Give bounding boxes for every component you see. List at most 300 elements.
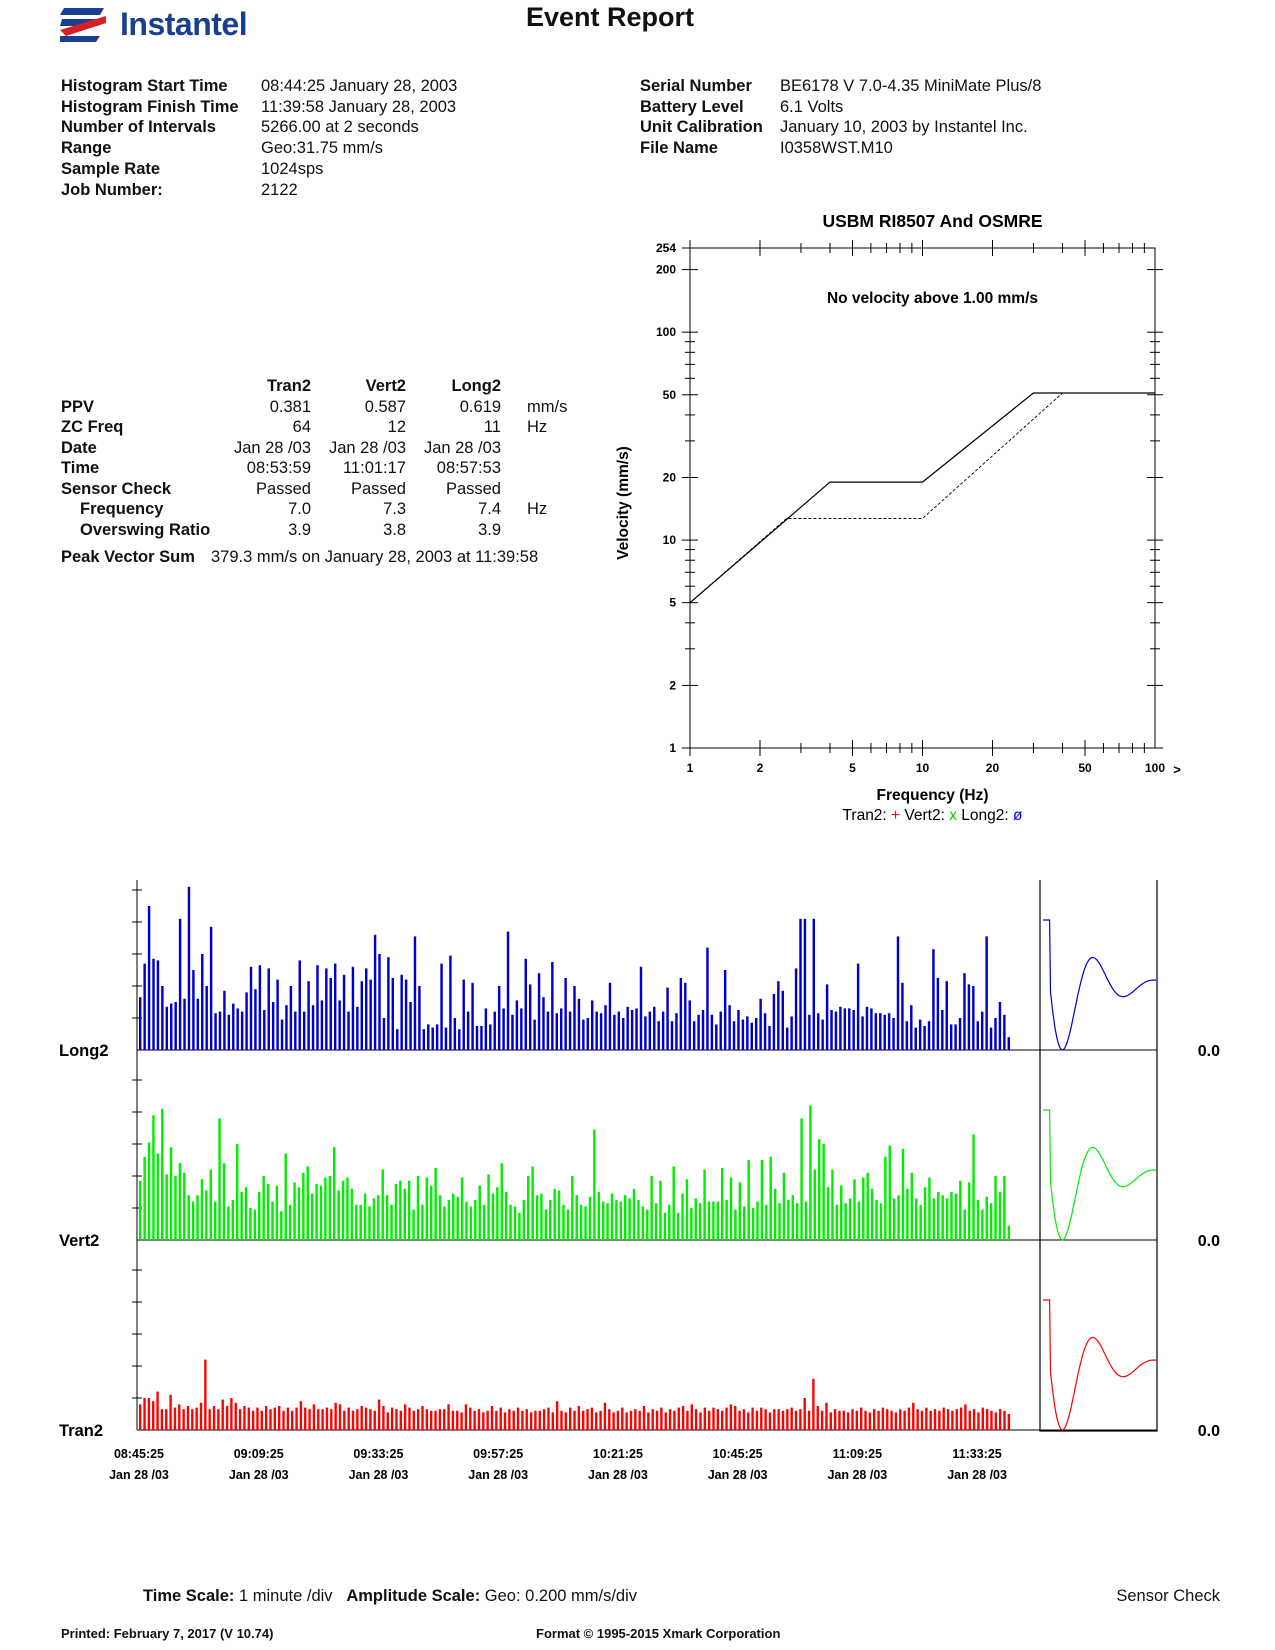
y-tick-label: 100 xyxy=(655,325,676,340)
histogram-bar xyxy=(977,1021,979,1050)
histogram-bar xyxy=(148,1142,150,1240)
histogram-bar xyxy=(659,1181,661,1240)
plot-frame xyxy=(690,248,1155,748)
histogram-bar xyxy=(252,1411,254,1430)
histogram-bar xyxy=(986,1409,988,1430)
y-tick-label: 50 xyxy=(662,387,676,402)
histogram-bar xyxy=(990,1203,992,1240)
histogram-bar xyxy=(691,1404,693,1430)
histogram-bar xyxy=(743,1409,745,1430)
histogram-bar xyxy=(666,988,668,1050)
histogram-bar xyxy=(752,1208,754,1240)
histogram-bar xyxy=(812,1379,814,1430)
histogram-bar xyxy=(396,1029,398,1050)
histogram-bar xyxy=(542,997,544,1050)
histogram-bar xyxy=(377,1195,379,1240)
histogram-bar xyxy=(684,983,686,1050)
histogram-bar xyxy=(808,1411,810,1430)
histogram-bar xyxy=(236,1008,238,1050)
histogram-bar xyxy=(712,1202,714,1240)
histogram-bar xyxy=(139,1181,141,1240)
histogram-bar xyxy=(919,1020,921,1050)
histogram-bar xyxy=(289,1205,291,1240)
histogram-bar xyxy=(861,1016,863,1050)
histogram-bar xyxy=(764,1013,766,1050)
histogram-bar xyxy=(617,1411,619,1430)
histogram-bar xyxy=(278,1406,280,1430)
histogram-bar xyxy=(174,1176,176,1240)
histogram-bar xyxy=(274,1408,276,1430)
histogram-bar xyxy=(946,981,948,1050)
histogram-bar xyxy=(516,1000,518,1050)
cell-value: 08:53:59 xyxy=(246,459,311,477)
histogram-bar xyxy=(431,1028,433,1050)
cell-value: 11:01:17 xyxy=(342,459,406,477)
histogram-bar xyxy=(342,1181,344,1240)
info-label: Battery Level xyxy=(640,97,744,116)
histogram-bar xyxy=(473,1411,475,1430)
histogram-bar xyxy=(751,1023,753,1050)
histogram-bar xyxy=(668,1205,670,1240)
histogram-bar xyxy=(387,1412,389,1430)
histogram-bar xyxy=(886,1409,888,1430)
histogram-bar xyxy=(476,1026,478,1050)
histogram-bar xyxy=(513,1411,515,1430)
histogram-bar xyxy=(529,984,531,1050)
histogram-bar xyxy=(240,1192,242,1240)
histogram-bar xyxy=(250,967,252,1050)
cell-value: 3.9 xyxy=(478,520,501,539)
histogram-bar xyxy=(864,1411,866,1430)
histogram-bar xyxy=(143,1157,145,1240)
histogram-bar xyxy=(514,1206,516,1240)
histogram-bar xyxy=(321,1000,323,1050)
histogram-bar xyxy=(790,1016,792,1050)
histogram-bar xyxy=(981,1012,983,1050)
histogram-bar xyxy=(285,1154,287,1240)
histogram-bar xyxy=(889,1146,891,1240)
histogram-bar xyxy=(595,1012,597,1050)
x-tick-date: Jan 28 /03 xyxy=(588,1468,648,1482)
histogram-bar xyxy=(232,1004,234,1050)
histogram-bar xyxy=(405,980,407,1050)
histogram-bar xyxy=(595,1412,597,1430)
histogram-bar xyxy=(509,1205,511,1240)
histogram-bar xyxy=(883,1015,885,1050)
histogram-bar xyxy=(418,986,420,1050)
histogram-bar xyxy=(492,1194,494,1240)
histogram-bar xyxy=(680,978,682,1050)
histogram-bar xyxy=(496,1187,498,1240)
histogram-bar xyxy=(799,1409,801,1430)
histogram-bar xyxy=(439,1195,441,1240)
histogram-bar xyxy=(487,1174,489,1240)
histogram-bar xyxy=(728,1005,730,1050)
histogram-bar xyxy=(347,1012,349,1050)
histogram-bar xyxy=(338,1000,340,1050)
histogram-bar xyxy=(721,1168,723,1240)
histogram-bar xyxy=(536,1195,538,1240)
histogram-bar xyxy=(374,935,376,1050)
histogram-bar xyxy=(307,981,309,1050)
histogram-bar xyxy=(427,1024,429,1050)
histogram-bar xyxy=(187,1406,189,1430)
histogram-bar xyxy=(365,968,367,1050)
histogram-bar xyxy=(915,1198,917,1240)
histogram-bar xyxy=(817,1406,819,1430)
histogram-bar xyxy=(686,1411,688,1430)
histogram-bar xyxy=(300,1401,302,1430)
histogram-bar xyxy=(413,1411,415,1430)
histogram-bar xyxy=(276,1186,278,1240)
histogram-bar xyxy=(223,1163,225,1240)
histogram-bar xyxy=(458,1029,460,1050)
histogram-bar xyxy=(870,1008,872,1050)
histogram-bar xyxy=(604,1403,606,1430)
x-tick-date: Jan 28 /03 xyxy=(947,1468,1007,1482)
histogram-bar xyxy=(495,1411,497,1430)
histogram-bar xyxy=(156,1392,158,1430)
cell-value: Jan 28 /03 xyxy=(233,438,311,457)
x-tick-label: 2 xyxy=(756,761,764,775)
histogram-bar xyxy=(582,1411,584,1430)
histogram-bar xyxy=(439,1409,441,1430)
histogram-bar xyxy=(470,1206,472,1240)
info-label: Histogram Start Time xyxy=(61,77,228,95)
histogram-bar xyxy=(304,1408,306,1430)
histogram-bar xyxy=(813,919,815,1050)
histogram-bar xyxy=(452,1411,454,1430)
histogram-bar xyxy=(932,949,934,1050)
histogram-bar xyxy=(956,1409,958,1430)
histogram-bar xyxy=(485,1008,487,1050)
histogram-bar xyxy=(530,1412,532,1430)
cell-value: 3.8 xyxy=(383,520,406,539)
histogram-bar xyxy=(835,1012,837,1050)
histogram-bar xyxy=(963,973,965,1050)
histogram-bar xyxy=(999,1409,1001,1430)
histogram-bar xyxy=(808,1015,810,1050)
histogram-bar xyxy=(276,980,278,1050)
scale-info xyxy=(143,1586,637,1607)
info-label: Number of Intervals xyxy=(61,118,216,137)
histogram-bar xyxy=(591,1000,593,1050)
histogram-bar xyxy=(390,1205,392,1240)
histogram-bar xyxy=(200,1403,202,1430)
histogram-bar xyxy=(858,1202,860,1240)
histogram-bar xyxy=(995,1412,997,1430)
histogram-bar xyxy=(1003,1015,1005,1050)
histogram-bar xyxy=(844,1008,846,1050)
histogram-bar xyxy=(421,1406,423,1430)
histogram-bar xyxy=(977,1412,979,1430)
logo-text: Instantel xyxy=(120,5,248,42)
histogram-bar xyxy=(423,1029,425,1050)
histogram-bar xyxy=(434,1411,436,1430)
histogram-bar xyxy=(901,983,903,1050)
histogram-bar xyxy=(291,1411,293,1430)
histogram-bar xyxy=(482,1412,484,1430)
histogram-bar xyxy=(213,1406,215,1430)
histogram-bar xyxy=(790,1408,792,1430)
histogram-bar xyxy=(938,1411,940,1430)
histogram-bar xyxy=(787,1200,789,1240)
histogram-bar xyxy=(660,1408,662,1430)
histogram-bar xyxy=(875,1200,877,1240)
y-tick-label: 2 xyxy=(669,678,676,693)
histogram-bar xyxy=(638,1411,640,1430)
histogram-bar xyxy=(618,1012,620,1050)
histogram-bar xyxy=(977,1200,979,1240)
panel-zero-label: 0.0 xyxy=(1197,1423,1220,1440)
histogram-bar xyxy=(642,1206,644,1240)
histogram-bar xyxy=(556,1401,558,1430)
histogram-bar xyxy=(208,1409,210,1430)
histogram-bar xyxy=(179,919,181,1050)
info-label: Histogram Finish Time xyxy=(61,97,239,116)
histogram-bar xyxy=(782,991,784,1050)
histogram-bar xyxy=(774,1189,776,1240)
row-label: Overswing Ratio xyxy=(80,520,211,539)
histogram-bar xyxy=(567,1210,569,1240)
histogram-bar xyxy=(467,1012,469,1050)
histogram-bar xyxy=(330,1409,332,1430)
info-value: BE6178 V 7.0-4.35 MiniMate Plus/8 xyxy=(780,77,1042,95)
histogram-bar xyxy=(652,1409,654,1430)
histogram-bar xyxy=(851,1409,853,1430)
histogram-bar xyxy=(573,986,575,1050)
histogram-bar xyxy=(426,1409,428,1430)
printed-footer: Printed: February 7, 2017 (V 10.74) xyxy=(61,1626,274,1641)
histogram-bar xyxy=(678,1408,680,1430)
histogram-bar xyxy=(505,1192,507,1240)
histogram-bar xyxy=(866,1007,868,1050)
histogram-bar xyxy=(899,1409,901,1430)
histogram-bar xyxy=(751,1408,753,1430)
limit-curve-solid xyxy=(690,393,1155,603)
histogram-bar xyxy=(333,1147,335,1240)
histogram-bar xyxy=(943,1408,945,1430)
legend-series-name: Vert2: xyxy=(900,807,950,824)
histogram-bar xyxy=(312,1005,314,1050)
histogram-bar xyxy=(838,1411,840,1430)
histogram-bar xyxy=(840,1186,842,1240)
histogram-bar xyxy=(161,986,163,1050)
histogram-bar xyxy=(392,978,394,1050)
histogram-bar xyxy=(201,1179,203,1240)
histogram-bar xyxy=(169,1395,171,1430)
histogram-bar xyxy=(282,1411,284,1430)
histogram-bar xyxy=(743,1206,745,1240)
histogram-bar xyxy=(908,1408,910,1430)
histogram-bar xyxy=(624,1195,626,1240)
histogram-bar xyxy=(937,1192,939,1240)
histogram-bar xyxy=(329,1176,331,1240)
info-value: 6.1 Volts xyxy=(780,97,844,116)
histogram-bar xyxy=(950,1024,952,1050)
histogram-bar xyxy=(941,1010,943,1050)
histogram-bar xyxy=(315,1184,317,1240)
histogram-bar xyxy=(182,1409,184,1430)
histogram-bar xyxy=(765,1205,767,1240)
histogram-bar xyxy=(280,1211,282,1240)
histogram-bar xyxy=(157,960,159,1050)
histogram-bar xyxy=(673,1166,675,1240)
histogram-bar xyxy=(321,1409,323,1430)
histogram-bar xyxy=(804,1398,806,1430)
histogram-bar xyxy=(564,978,566,1050)
histogram-bar xyxy=(262,1176,264,1240)
histogram-bar xyxy=(223,991,225,1050)
histogram-bar xyxy=(261,1411,263,1430)
histogram-bar xyxy=(272,1002,274,1050)
histogram-bar xyxy=(950,1192,952,1240)
x-tick-label: 10 xyxy=(915,761,930,775)
histogram-bar xyxy=(818,1139,820,1240)
histogram-bar xyxy=(421,1205,423,1240)
histogram-bar xyxy=(1008,1226,1010,1240)
histogram-bar xyxy=(708,1411,710,1430)
histogram-bar xyxy=(826,984,828,1050)
histogram-bar xyxy=(139,1404,141,1430)
histogram-bar xyxy=(626,1007,628,1050)
histogram-bar xyxy=(179,1163,181,1240)
histogram-bar xyxy=(761,1160,763,1240)
histogram-panel-vert2 xyxy=(59,1080,1220,1250)
histogram-bar xyxy=(848,1008,850,1050)
histogram-bar xyxy=(591,1408,593,1430)
row-label: Date xyxy=(61,438,97,457)
histogram-bar xyxy=(657,1021,659,1050)
y-tick-label: 10 xyxy=(662,533,676,548)
histogram-bar xyxy=(560,1411,562,1430)
histogram-bar xyxy=(498,986,500,1050)
row-label: Time xyxy=(61,459,100,477)
histogram-panel-long2 xyxy=(59,887,1220,1060)
x-tick-time: 09:57:25 xyxy=(473,1447,524,1461)
sensor-check-waveform xyxy=(1043,920,1156,1050)
histogram-bar xyxy=(517,1408,519,1430)
histogram-bar xyxy=(174,1002,176,1050)
histogram-bar xyxy=(395,1184,397,1240)
histogram-bar xyxy=(669,1409,671,1430)
x-tick-label: 100 xyxy=(1144,761,1166,775)
histogram-bar xyxy=(738,1411,740,1430)
info-value: January 10, 2003 by Instantel Inc. xyxy=(780,118,1028,137)
histogram-bar xyxy=(346,1178,348,1240)
histogram-bar xyxy=(552,1412,554,1430)
histogram-bar xyxy=(569,1408,571,1430)
histogram-bar xyxy=(456,1197,458,1240)
histogram-bar xyxy=(973,1409,975,1430)
histogram-bar xyxy=(343,975,345,1050)
x-tick-date: Jan 28 /03 xyxy=(707,1468,768,1482)
histogram-bar xyxy=(968,1182,970,1240)
histogram-bar xyxy=(161,1109,163,1240)
histogram-bar xyxy=(650,1176,652,1240)
histogram-bar xyxy=(882,1408,884,1430)
y-tick-label: 200 xyxy=(655,262,676,277)
histogram-bar xyxy=(814,1170,816,1240)
histogram-bar xyxy=(622,1018,624,1050)
histogram-bar xyxy=(210,1170,212,1240)
histogram-bar xyxy=(937,978,939,1050)
histogram-bar xyxy=(195,1408,197,1430)
histogram-bar xyxy=(895,1412,897,1430)
histogram-bar xyxy=(404,1404,406,1430)
histogram-bar xyxy=(239,1409,241,1430)
histogram-bar xyxy=(903,1411,905,1430)
cell-value: Jan 28 /03 xyxy=(423,438,501,457)
info-value: 11:39:58 January 28, 2003 xyxy=(261,97,457,116)
histogram-bar xyxy=(414,936,416,1050)
x-tick-time: 11:09:25 xyxy=(832,1447,883,1461)
histogram-bar xyxy=(609,983,611,1050)
histogram-bar xyxy=(906,1189,908,1240)
histogram-bar xyxy=(391,1408,393,1430)
histogram-bar xyxy=(461,1178,463,1240)
histogram-bar xyxy=(265,1406,267,1430)
histogram-bar xyxy=(436,1024,438,1050)
histogram-bar xyxy=(576,1195,578,1240)
histogram-bar xyxy=(369,980,371,1050)
histogram-bar xyxy=(921,1411,923,1430)
histogram-bar xyxy=(972,986,974,1050)
histogram-bar xyxy=(822,1144,824,1240)
limit-curve-dashed xyxy=(690,393,1155,603)
histogram-bar xyxy=(954,1024,956,1050)
histogram-bar xyxy=(637,1200,639,1240)
histogram-bar xyxy=(395,1409,397,1430)
histogram-bar xyxy=(551,962,553,1050)
histogram-bar xyxy=(893,1198,895,1240)
x-tick-time: 10:21:25 xyxy=(592,1447,643,1461)
histogram-bar xyxy=(254,1210,256,1240)
histogram-bar xyxy=(499,1408,501,1430)
histogram-bar xyxy=(230,1398,232,1430)
histogram-bar xyxy=(924,1187,926,1240)
x-tick-date: Jan 28 /03 xyxy=(468,1468,529,1482)
histogram-bar xyxy=(365,1408,367,1430)
histogram-bar xyxy=(759,999,761,1050)
histogram-bar xyxy=(879,1013,881,1050)
histogram-bar xyxy=(941,1195,943,1240)
histogram-bar xyxy=(378,954,380,1050)
sensor-check-waveform xyxy=(1043,1300,1156,1430)
histogram-bar xyxy=(869,1412,871,1430)
legend-series-name: Tran2: xyxy=(842,807,892,824)
histogram-bar xyxy=(443,1206,445,1240)
histogram-bar xyxy=(445,1028,447,1050)
histogram-bar xyxy=(795,1411,797,1430)
histogram-bar xyxy=(359,1205,361,1240)
histogram-bar xyxy=(844,1203,846,1240)
histogram-bar xyxy=(695,1409,697,1430)
histogram-bar xyxy=(951,1411,953,1430)
histogram-bar xyxy=(747,1160,749,1240)
info-value: I0358WST.M10 xyxy=(780,139,893,158)
histogram-bar xyxy=(947,1409,949,1430)
histogram-bar xyxy=(165,1174,167,1240)
histogram-bar xyxy=(511,1015,513,1050)
histogram-bar xyxy=(734,1210,736,1240)
histogram-bar xyxy=(478,1409,480,1430)
x-overflow-marker: > xyxy=(1173,762,1181,777)
histogram-bar xyxy=(170,1004,172,1050)
histogram-bar xyxy=(631,1010,633,1050)
histogram-bar xyxy=(430,1186,432,1240)
histogram-bar xyxy=(258,1192,260,1240)
